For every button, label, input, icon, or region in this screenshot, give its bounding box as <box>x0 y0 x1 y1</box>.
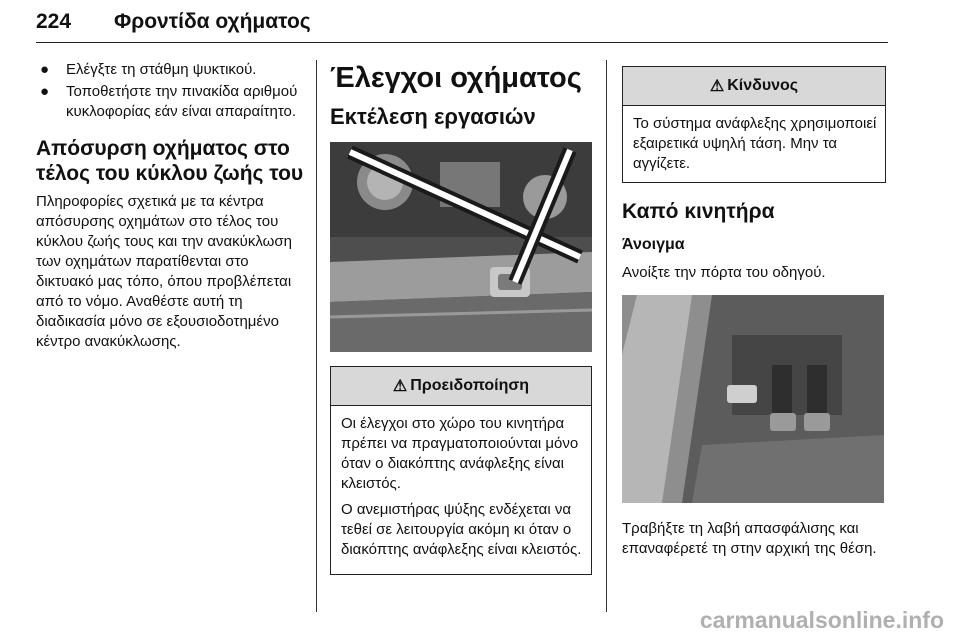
danger-text: Το σύστημα ανάφλεξης χρησιμοποιεί εξαιρετικά υψηλή τάση. Μην τα αγγίζετε. <box>633 115 877 172</box>
warning-paragraph-1: Οι έλεγχοι στο χώρο του κινητήρα πρέπει να πραγματοποιούνται μόνο όταν ο διακόπτης ανάφλεξης είναι κλειστός. <box>341 415 579 492</box>
bullet-dot: ● <box>40 83 50 100</box>
bonnet-release-image <box>622 295 884 503</box>
column-right <box>622 60 886 559</box>
warning-icon: ⚠ <box>392 378 408 395</box>
column-left <box>36 60 306 352</box>
warning-label: Προειδοποίηση <box>410 377 530 394</box>
column-divider-2 <box>606 60 607 612</box>
subsection-title-opening: Άνοιγμα <box>622 236 685 253</box>
danger-header <box>623 67 885 106</box>
chapter-title: Φροντίδα οχήματος <box>114 10 311 33</box>
instruction-pull-handle: Τραβήξτε τη λαβή απασφάλισης και επαναφέρετέ τη στην αρχική της θέση. <box>622 520 877 557</box>
bullet-text: Ελέγξτε τη στάθμη ψυκτικού. <box>66 61 257 78</box>
section-title-end-of-life: Απόσυρση οχήματος στο τέλος του κύκλου ζωής του <box>36 137 304 185</box>
section-text-end-of-life: Πληροφορίες σχετικά με τα κέντρα απόσυρσης οχημάτων στο τέλος του κύκλου ζωής τους και την ανακύκλωση των οχημάτων παρατίθενται στο δικτυακό μας τόπο, όπου προβλέπεται από το νόμο. Αναθέστε αυτή τη διαδικασία μόνο σε εξουσιοδοτημένο κέντρο ανακύκλωσης. <box>36 193 292 350</box>
engine-bay-image <box>330 142 592 352</box>
bullet-item <box>36 60 306 80</box>
section-title-bonnet: Καπό κινητήρα <box>622 200 775 223</box>
warning-body <box>331 406 591 574</box>
watermark: carmanualsonline.info <box>699 607 944 633</box>
warning-box <box>330 366 592 575</box>
warning-paragraph-2: Ο ανεμιστήρας ψύξης ενδέχεται να τεθεί σε λειτουργία ακόμη κι όταν ο διακόπτης ανάφλεξης είναι κλειστός. <box>341 501 582 558</box>
bullet-item <box>36 82 306 122</box>
column-divider-1 <box>316 60 317 612</box>
danger-body <box>623 106 885 182</box>
column-middle <box>330 60 592 575</box>
subsection-title: Εκτέλεση εργασιών <box>330 104 536 129</box>
page-header <box>36 8 888 43</box>
danger-box <box>622 66 886 183</box>
warning-header <box>331 367 591 406</box>
bullet-text: Τοποθετήστε την πινακίδα αριθμού κυκλοφορίας εάν είναι απαραίτητο. <box>66 83 298 120</box>
bullet-dot: ● <box>40 61 50 78</box>
page-number: 224 <box>36 10 72 33</box>
warning-icon: ⚠ <box>709 78 725 95</box>
page-section-title: Έλεγχοι οχήματος <box>330 62 582 94</box>
danger-label: Κίνδυνος <box>727 77 799 94</box>
instruction-open-door: Ανοίξτε την πόρτα του οδηγού. <box>622 264 826 281</box>
